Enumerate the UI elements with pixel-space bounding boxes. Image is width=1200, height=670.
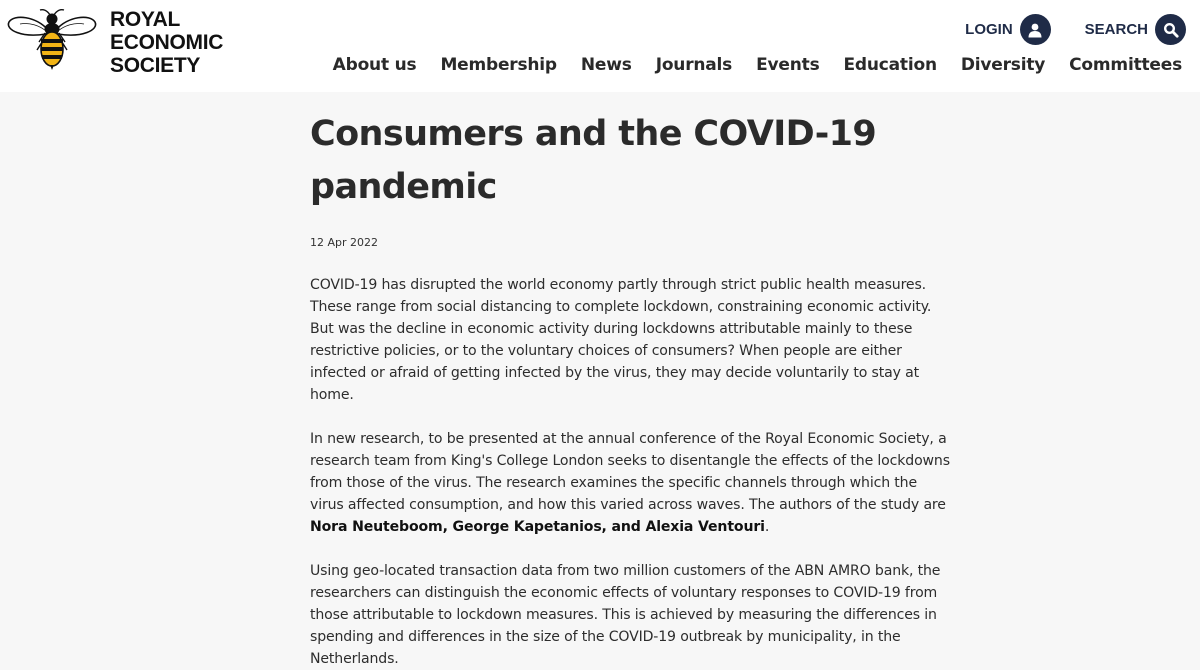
paragraph: COVID-19 has disrupted the world economy partly through strict public health measures. These range from social distancing to complete lockdown, constraining economic activity. But was the decline in economic activity during lockdowns attributable mainly to these restrictive policies, or to the voluntary choices of consumers? When people are either infected or afraid of getting infected by the virus, they may decide voluntarily to stay at home. xyxy=(310,277,932,403)
page-title: Consumers and the COVID-19 pandemic xyxy=(310,114,877,207)
main-nav xyxy=(309,55,1182,75)
logo-line: SOCIETY xyxy=(110,54,201,77)
paragraph: Using geo-located transaction data from two million customers of the ABN AMRO bank, the researchers can distinguish the economic effects of voluntary responses to COVID-19 from those attributable to lockdown measures. This is achieved by measuring the differences in spending and differences in the size of the COVID-19 outbreak by municipality, in the Netherlands. xyxy=(310,563,941,667)
bee-icon xyxy=(6,6,98,70)
site-header xyxy=(0,0,1200,92)
nav-education[interactable]: Education xyxy=(843,55,937,75)
login-label: LOGIN xyxy=(965,21,1013,38)
search-label: SEARCH xyxy=(1084,21,1148,38)
login-link[interactable] xyxy=(965,14,1051,45)
nav-news[interactable]: News xyxy=(580,55,632,75)
logo-wordmark xyxy=(110,8,223,77)
nav-events[interactable]: Events xyxy=(756,55,820,75)
nav-diversity[interactable]: Diversity xyxy=(960,55,1046,75)
article xyxy=(310,108,950,670)
search-icon xyxy=(1155,14,1186,45)
user-icon xyxy=(1020,14,1051,45)
article-body xyxy=(310,274,950,670)
nav-journals[interactable]: Journals xyxy=(655,55,733,75)
logo-line: ECONOMIC xyxy=(110,31,224,54)
nav-about-us[interactable]: About us xyxy=(332,55,417,75)
logo-line: ROYAL xyxy=(110,8,181,31)
logo[interactable] xyxy=(6,6,223,77)
paragraph-end: . xyxy=(764,519,770,535)
utility-nav xyxy=(965,14,1186,45)
nav-membership[interactable]: Membership xyxy=(440,55,557,75)
nav-committees[interactable]: Committees xyxy=(1069,55,1182,75)
article-date: 12 Apr 2022 xyxy=(310,236,379,249)
search-link[interactable] xyxy=(1085,14,1186,45)
paragraph xyxy=(310,428,950,538)
paragraph-text: In new research, to be presented at the annual conference of the Royal Economic Society, a research team from King's College London seeks to disentangle the effects of the lockdowns from those of the virus. The research examines the specific channels through which the virus affected consumption, and how this varied across waves. The authors of the study are xyxy=(310,431,950,513)
authors: Nora Neuteboom, George Kapetanios, and Alexia Ventouri xyxy=(310,519,765,535)
